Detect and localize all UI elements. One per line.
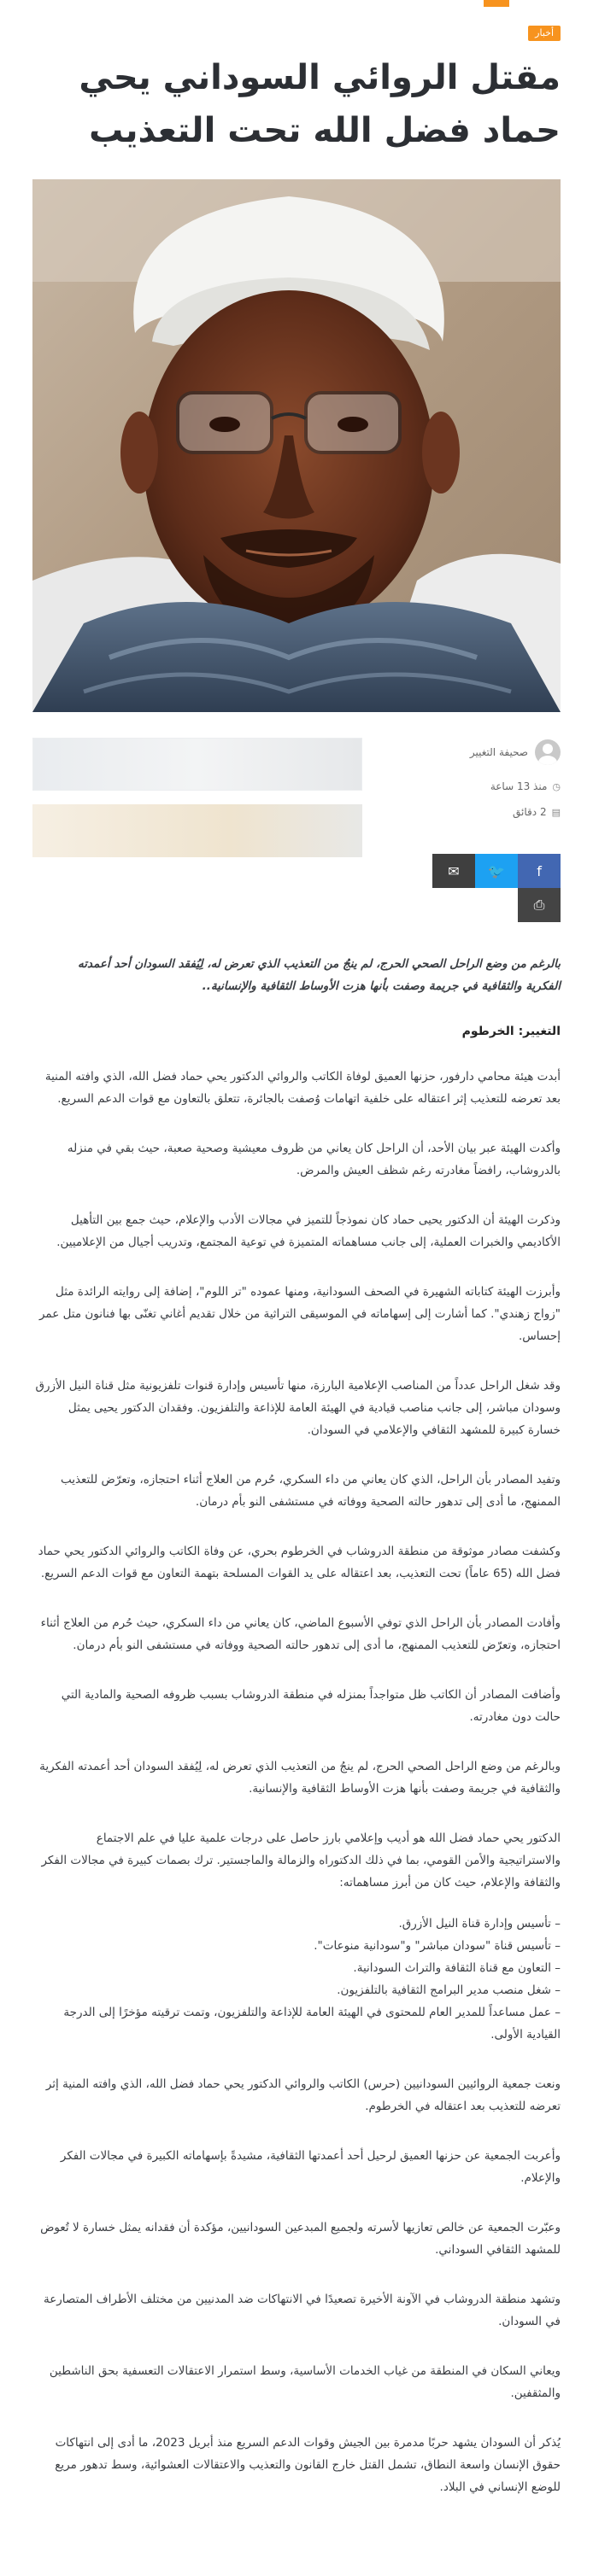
paragraph: أبدت هيئة محامي دارفور، حزنها العميق لوفاة الكاتب والروائي الدكتور يحي حماد فضل الله، الذي وافته المنية بعد تعرضه للتعذيب إثر اعتقاله على خلفية اتهامات وُصفت بالجائرة، تتعلق بالتعاون مع قوات الدعم السريع.: [44, 1070, 561, 1106]
list-item: – شغل منصب مدير البرامج الثقافية بالتلفزيون.: [337, 1983, 561, 1997]
article-body: [32, 953, 561, 2498]
paragraph: وتشهد منطقة الدروشاب في الآونة الأخيرة تصعيدًا في الانتهاكات ضد المدنيين من مختلف الأطراف المتصارعة في السودان.: [43, 2293, 561, 2328]
read-time: [424, 806, 561, 818]
article-title: مقتل الروائي السوداني يحي حماد فضل الله تحت التعذيب: [79, 58, 561, 150]
list-item: – التعاون مع قناة الثقافة والتراث السودانية.: [353, 1961, 561, 1975]
book-icon: ▤: [551, 806, 561, 818]
clock-icon: ◷: [552, 780, 561, 792]
facebook-share-icon[interactable]: f: [518, 854, 561, 888]
publish-time: [424, 780, 561, 792]
twitter-share-icon[interactable]: 🐦: [475, 854, 518, 888]
author-block[interactable]: [424, 738, 561, 767]
paragraph: وكشفت مصادر موثوقة من منطقة الدروشاب في الخرطوم بحري، عن وفاة الكاتب والروائي الدكتور يحي حماد فضل الله (65 عاماً) تحت التعذيب، بعد اعتقاله على يد القوات المسلحة بتهمة التعاون مع قوات الدعم السريع.: [38, 1545, 561, 1580]
read-time-text: 2 دقائق: [513, 806, 547, 818]
print-icon[interactable]: ⎙: [518, 888, 561, 922]
email-share-icon[interactable]: ✉: [432, 854, 475, 888]
category-badge[interactable]: أخبار: [528, 26, 561, 41]
ad-banner-bottom[interactable]: [32, 804, 362, 857]
portrait-photo: [32, 179, 561, 712]
paragraph: ونعت جمعية الروائيين السودانيين (حرس) الكاتب والروائي الدكتور يحي حماد فضل الله، الذي وافته المنية إثر تعرضه للتعذيب بعد اعتقاله في الخرطوم.: [45, 2077, 561, 2113]
author-name[interactable]: صحيفة التغيير: [469, 746, 528, 758]
paragraph: وأفادت المصادر بأن الراحل الذي توفي الأسبوع الماضي، كان يعاني من داء السكري، حيث حُرم من العلاج أثناء احتجازه، وتعرّض للتعذيب الممنهج، ما أدى إلى تدهور حالته الصحية ووفاته في مستشفى النو بأم درمان.: [40, 1616, 561, 1652]
paragraph: وأضافت المصادر أن الكاتب ظل متواجداً بمنزله في منطقة الدروشاب بسبب ظروفه الصحية والمادية التي حالت دون مغادرته.: [61, 1688, 561, 1724]
paragraph: الدكتور يحي حماد فضل الله هو أديب وإعلامي بارز حاصل على درجات علمية عليا في علم الاجتماع والاستراتيجية والأمن القومي، بما في ذلك الدكتوراه والزمالة والماجستير. ترك بصمات كبيرة في مجالات الفكر والثقافة والإعلام، حيث كان من أبرز مساهماته:: [41, 1831, 561, 1890]
article-lead: بالرغم من وضع الراحل الصحي الحرج، لم ينجُ من التعذيب الذي تعرض له، لِيُفقد السودان أحد أعمدته الفكرية والثقافية في جريمة وصفت بأنها هزت الأوساط الثقافية والإنسانية..: [78, 957, 561, 993]
paragraph: وأكدت الهيئة عبر بيان الأحد، أن الراحل كان يعاني من ظروف معيشية وصحية صعبة، حيث بقي في منزله بالدروشاب، رافضاً مغادرته رغم شظف العيش والمرض.: [67, 1142, 561, 1177]
paragraph: وأعربت الجمعية عن حزنها العميق لرحيل أحد أعمدتها الثقافية، مشيدةً بإسهاماته الكبيرة في مجالات الفكر والإعلام.: [60, 2149, 561, 2185]
hero-image: [32, 179, 561, 712]
paragraph: ويعاني السكان في المنطقة من غياب الخدمات الأساسية، وسط استمرار الاعتقالات التعسفية بحق الناشطين والمثقفين.: [49, 2364, 561, 2400]
list-item: – تأسيس وإدارة قناة النيل الأزرق.: [398, 1917, 561, 1931]
publish-time-text: منذ 13 ساعة: [490, 780, 548, 792]
ad-banner-top[interactable]: [32, 738, 362, 791]
paragraph: وقد شغل الراحل عدداً من المناصب الإعلامية البارزة، منها تأسيس وإدارة قنوات تلفزيونية مثل قناة النيل الأزرق وسودان مباشر، إلى جانب مناصب قيادية في الهيئة العامة للإذاعة والتلفزيون. وفقدان الدكتور يحيى يمثل خسارة كبيرة للمشهد الثقافي والإعلامي في السودان.: [35, 1379, 561, 1437]
list-item: – عمل مساعداً للمدير العام للمحتوى في الهيئة العامة للإذاعة والتلفزيون، وتمت ترقيته مؤخرًا إلى الدرجة القيادية الأولى.: [63, 2006, 561, 2042]
share-buttons: [432, 854, 561, 922]
author-avatar-icon[interactable]: [535, 739, 561, 765]
dateline: التغيير: الخرطوم: [461, 1025, 561, 1038]
paragraph: يُذكر أن السودان يشهد حربًا مدمرة بين الجيش وقوات الدعم السريع منذ أبريل 2023، ما أدى إلى انتهاكات حقوق الإنسان واسعة النطاق، تشمل القتل خارج القانون والتعذيب والاعتقالات العشوائية، وسط تدهور مريع للوضع الإنساني في البلاد.: [55, 2436, 561, 2494]
paragraph: وأبرزت الهيئة كتاباته الشهيرة في الصحف السودانية، ومنها عموده "تر اللوم"، إضافة إلى روايته الرائدة مثل "زواج زهندي". كما أشارت إلى إسهاماته في الموسيقى التراثية من خلال تقديم أغاني تغنّى بها فنانون متل عمر إحساس.: [38, 1285, 561, 1343]
paragraph: وبالرغم من وضع الراحل الصحي الحرج، لم ينجُ من التعذيب الذي تعرض له، لِيُفقد السودان أحد أعمدته الفكرية والثقافية في جريمة وصفت بأنها هزت الأوساط الثقافية والإنسانية.: [39, 1760, 561, 1796]
article-meta-row: [32, 738, 561, 926]
paragraph: وذكرت الهيئة أن الدكتور يحيى حماد كان نموذجاً للتميز في مجالات الأدب والإعلام، حيث جمع بين التأهيل الأكاديمي والخبرات العملية، إلى جانب مساهماته المتميزة في توعية المجتمع، وتدريب أجيال من الإعلاميين.: [56, 1213, 561, 1249]
list-item: – تأسيس قناة "سودان مباشر" و"سودانية منوعات".: [314, 1939, 561, 1953]
top-menu-tab[interactable]: [484, 0, 509, 7]
contributions-list: [32, 1913, 561, 2046]
paragraph: وتفيد المصادر بأن الراحل، الذي كان يعاني من داء السكري، حُرم من العلاج أثناء احتجازه، وتعرّض للتعذيب الممنهج، ما أدى إلى تدهور حالته الصحية ووفاته في مستشفى النو بأم درمان.: [60, 1473, 561, 1509]
paragraph: وعبّرت الجمعية عن خالص تعازيها لأسرته ولجميع المبدعين السودانيين، مؤكدة أن فقدانه يمثل خسارة لا تُعوض للمشهد الثقافي السوداني.: [40, 2221, 561, 2257]
article-meta: [424, 738, 561, 818]
